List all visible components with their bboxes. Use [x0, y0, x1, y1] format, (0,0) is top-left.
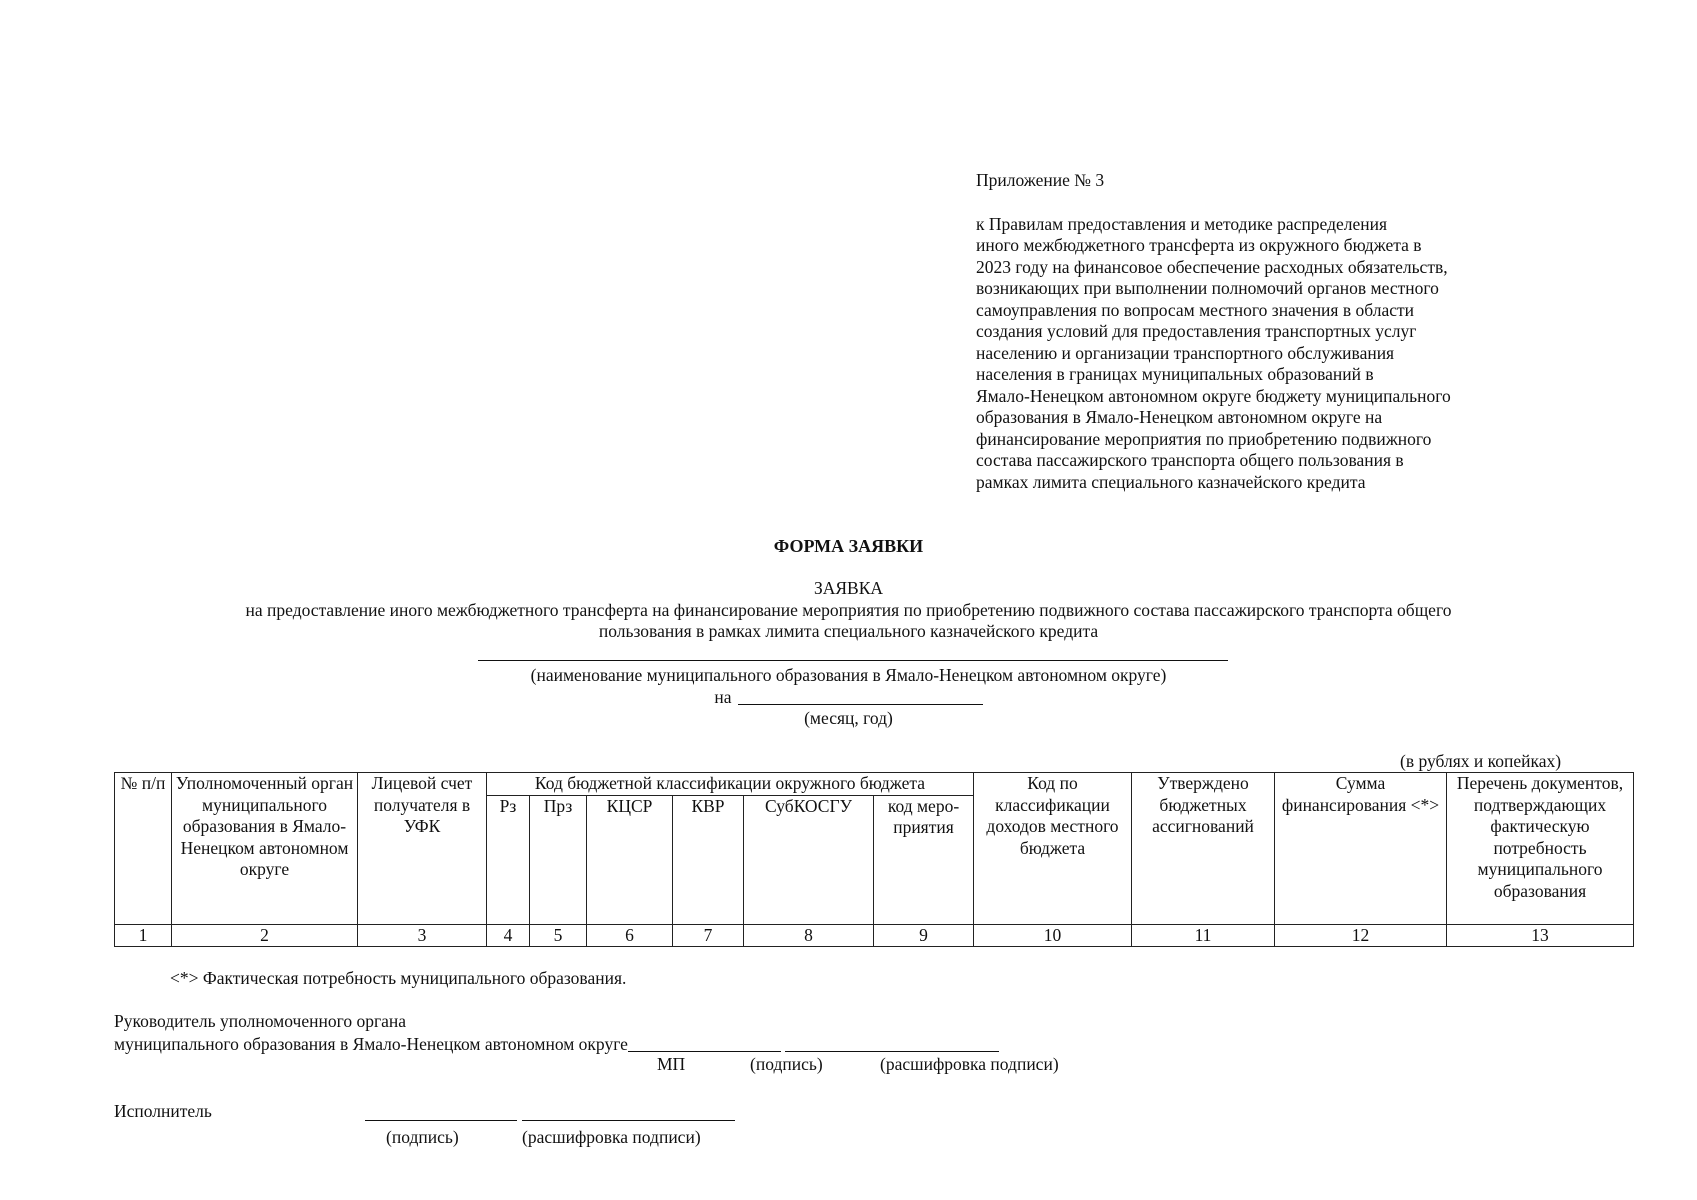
appendix-line: самоуправления по вопросам местного значения в области: [976, 299, 1414, 320]
column-number: 8: [744, 924, 874, 947]
head-signature-caption: (подпись): [750, 1054, 823, 1074]
header-number: № п/п: [115, 773, 172, 925]
period-row: [0, 686, 1697, 708]
appendix-line: иного межбюджетного трансферта из окружного бюджета в: [976, 235, 1422, 255]
month-caption: (месяц, год): [804, 708, 893, 728]
period-prefix: на: [714, 687, 732, 707]
request-heading: [0, 578, 1697, 643]
header-income-code: Код по классификации доходов местного бюджета: [974, 773, 1132, 925]
column-number: 11: [1132, 924, 1275, 947]
column-number: 9: [874, 924, 974, 947]
column-number: 6: [587, 924, 673, 947]
column-number: 7: [673, 924, 744, 947]
header-authority: Уполномоченный орган муниципального образования в Ямало-Ненецком автономном округе: [172, 773, 358, 925]
request-subtitle-line2: пользования в рамках лимита специального казначейского кредита: [598, 621, 1099, 641]
appendix-line: рамках лимита специального казначейского кредита: [976, 471, 1366, 492]
municipality-name-field[interactable]: [478, 660, 1228, 661]
units-note: (в рублях и копейках): [1400, 751, 1562, 771]
request-table: [114, 772, 1634, 947]
executor-label: Исполнитель: [114, 1101, 212, 1121]
request-subtitle-line1: на предоставление иного межбюджетного трансферта на финансирование мероприятия по приобретению подвижного состава пассажирского транспорта общего: [245, 599, 1452, 620]
column-number: 2: [172, 924, 358, 947]
column-number: 13: [1447, 924, 1634, 947]
executor-name-caption: (расшифровка подписи): [522, 1127, 701, 1147]
column-number: 12: [1275, 924, 1447, 947]
subheader-kvr: КВР: [673, 795, 744, 924]
municipality-caption: (наименование муниципального образования в Ямало-Ненецком автономном округе): [530, 665, 1167, 685]
header-budget-code-group: Код бюджетной классификации окружного бюджета: [487, 773, 974, 796]
appendix-number: Приложение № 3: [976, 170, 1105, 190]
appendix-line: населению и организации транспортного обслуживания: [976, 342, 1395, 363]
header-account: Лицевой счет получателя в УФК: [358, 773, 487, 925]
column-number: 5: [530, 924, 587, 947]
column-number: 1: [115, 924, 172, 947]
appendix-line: возникающих при выполнении полномочий органов местного: [976, 278, 1439, 298]
request-title: ЗАЯВКА: [813, 578, 884, 598]
head-name-field[interactable]: [785, 1033, 999, 1052]
appendix-line: образования в Ямало-Ненецком автономном округе на: [976, 407, 1383, 427]
form-title: ФОРМА ЗАЯВКИ: [773, 536, 924, 556]
head-title-line1: Руководитель уполномоченного органа: [114, 1011, 407, 1031]
header-documents: Перечень документов, подтверждающих фактическую потребность муниципального образования: [1447, 773, 1634, 925]
appendix-line: Ямало-Ненецком автономном округе бюджету муниципального: [976, 385, 1451, 406]
appendix-line: 2023 году на финансовое обеспечение расходных обязательств,: [976, 256, 1448, 277]
subheader-subkosgu: СубКОСГУ: [744, 795, 874, 924]
subheader-event-code: код меро-приятия: [874, 795, 974, 924]
footnote: <*> Фактическая потребность муниципального образования.: [170, 968, 627, 988]
appendix-line: состава пассажирского транспорта общего пользования в: [976, 450, 1404, 470]
appendix-text: [976, 214, 1576, 494]
executor-name-field[interactable]: [522, 1120, 735, 1121]
header-approved: Утверждено бюджетных ассигнований: [1132, 773, 1275, 925]
executor-signature-caption: (подпись): [386, 1127, 459, 1147]
subheader-rz: Рз: [487, 795, 530, 924]
subheader-prz: Прз: [530, 795, 587, 924]
table-header-row: [115, 773, 1634, 796]
table-row: [115, 924, 1634, 947]
appendix-line: создания условий для предоставления транспортных услуг: [976, 321, 1417, 341]
head-signature-block: [114, 1011, 999, 1055]
seal-label: МП: [657, 1054, 686, 1074]
head-title-line2: муниципального образования в Ямало-Ненецком автономном округе: [114, 1033, 628, 1054]
appendix-line: к Правилам предоставления и методике распределения: [976, 213, 1388, 234]
header-amount: Сумма финансирования <*>: [1275, 773, 1447, 925]
column-number: 10: [974, 924, 1132, 947]
appendix-block: [976, 170, 1576, 493]
head-name-caption: (расшифровка подписи): [880, 1054, 1059, 1074]
appendix-line: финансирование мероприятия по приобретению подвижного: [976, 428, 1432, 449]
appendix-line: населения в границах муниципальных образований в: [976, 364, 1374, 384]
column-number: 3: [358, 924, 487, 947]
head-signature-field[interactable]: [628, 1033, 781, 1052]
subheader-kcsr: КЦСР: [587, 795, 673, 924]
period-field[interactable]: [738, 686, 983, 705]
executor-signature-field[interactable]: [365, 1120, 517, 1121]
column-number: 4: [487, 924, 530, 947]
